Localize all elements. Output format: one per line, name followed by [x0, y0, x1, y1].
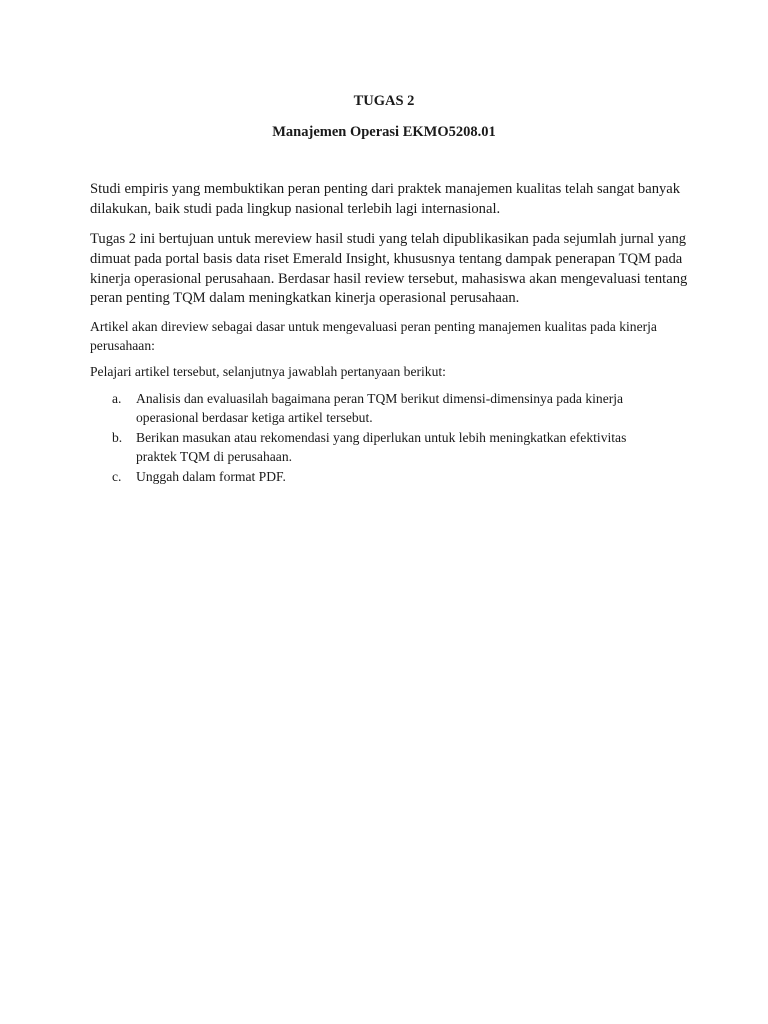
- document-title: TUGAS 2: [353, 93, 415, 109]
- list-marker: b.: [112, 430, 123, 446]
- list-item-text: Unggah dalam format PDF.: [136, 469, 286, 485]
- list-marker: a.: [112, 391, 122, 406]
- list-item: [90, 468, 650, 487]
- list-marker: c.: [112, 469, 122, 485]
- list-item-text: Analisis dan evaluasilah bagaimana peran TQM berikut dimensi-dimensinya pada kinerja operasional berdasar ketiga artikel tersebut.: [136, 391, 624, 425]
- paragraph-article: Artikel akan direview sebagai dasar untuk mengevaluasi peran penting manajemen kualitas pada kinerja perusahaan:: [90, 319, 657, 353]
- list-item-text: Berikan masukan atau rekomendasi yang diperlukan untuk lebih meningkatkan efektivitas praktek TQM di perusahaan.: [136, 430, 627, 464]
- task-list: [90, 390, 650, 489]
- document-subtitle: Manajemen Operasi EKMO5208.01: [272, 124, 496, 140]
- paragraph-intro: Studi empiris yang membuktikan peran penting dari praktek manajemen kualitas telah sangat banyak dilakukan, baik studi pada lingkup nasional terlebih lagi internasional.: [90, 181, 681, 217]
- paragraph-instruction: Pelajari artikel tersebut, selanjutnya jawablah pertanyaan berikut:: [90, 364, 446, 379]
- list-item: [90, 390, 650, 427]
- paragraph-purpose: Tugas 2 ini bertujuan untuk mereview hasil studi yang telah dipublikasikan pada sejumlah jurnal yang dimuat pada portal basis data riset Emerald Insight, khususnya tentang dampak penerapan TQM pada kinerja operasional perusahaan. Berdasar hasil review tersebut, mahasiswa akan mengevaluasi tentang peran penting TQM dalam meningkatkan kinerja operasional perusahaan.: [90, 231, 688, 307]
- list-item: [90, 429, 650, 466]
